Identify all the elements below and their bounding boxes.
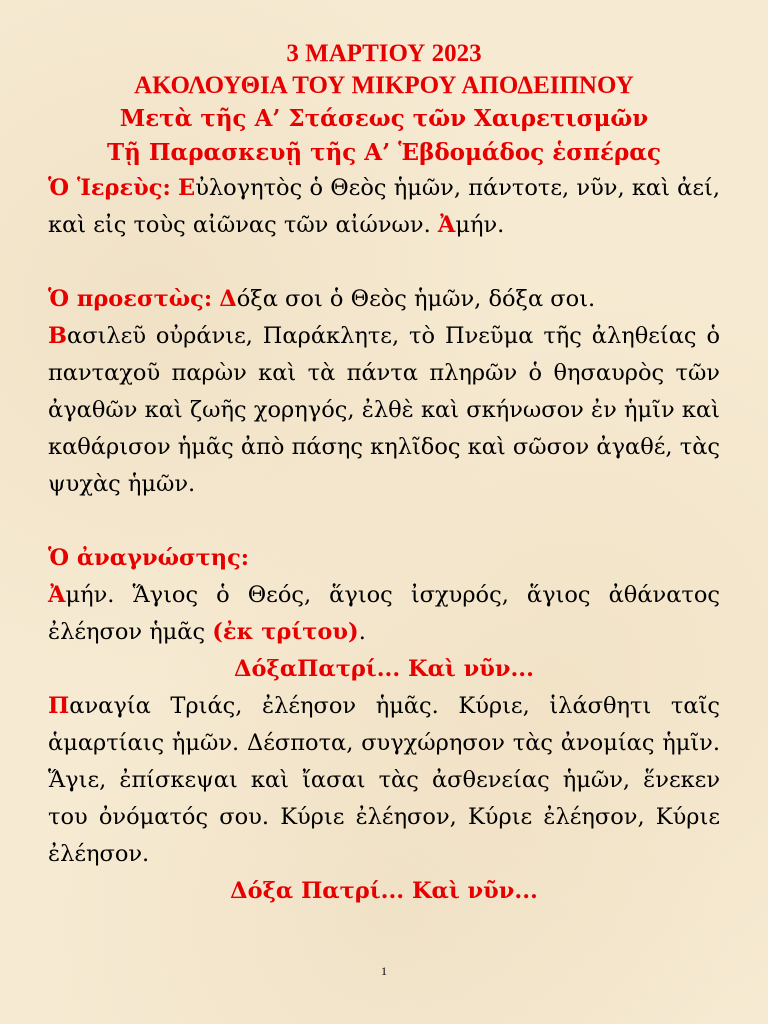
speaker-reader: Ὁ ἀναγνώστης: <box>48 545 250 571</box>
date-heading: 3 ΜΑΡΤΙΟΥ 2023 <box>286 40 482 67</box>
priest-text: ὐλογητὸς ὁ Θεὸς ἡμῶν, πάντοτε, νῦν, καὶ ἀεί, καὶ εἰς τοὺς αἰῶνας τῶν αἰώνων. <box>48 175 720 238</box>
trisagion-prayer <box>48 577 720 651</box>
drop-initial: Δ <box>219 286 237 312</box>
priest-blessing <box>48 170 720 244</box>
holy-trinity-prayer <box>48 688 720 873</box>
abbot-doxology <box>48 281 720 318</box>
abbot-text: όξα σοι ὁ Θεὸς ἡμῶν, δόξα σοι. <box>236 286 596 312</box>
service-title: ΑΚΟΛΟΥΘΙΑ ΤΟΥ ΜΙΚΡΟΥ ΑΠΟΔΕΙΠΝΟΥ <box>134 72 634 99</box>
speaker-abbot: Ὁ προεστὼς: <box>48 286 213 312</box>
drop-initial: Π <box>48 693 70 719</box>
drop-initial: Ε <box>178 175 196 201</box>
rubric-thrice: (ἐκ τρίτου) <box>212 619 359 645</box>
service-subtitle-1: Μετὰ τῆς Α’ Στάσεως τῶν Χαιρετισμῶν <box>119 105 649 132</box>
holy-trinity-text: αναγία Τριάς, ἐλέησον ἡμᾶς. Κύριε, ἱλάσθητι ταῖς ἁμαρτίαις ἡμῶν. Δέσποτα, συγχώρησον τὰς ἀνομίας ἡμῖν. Ἅγιε, ἐπίσκεψαι καὶ ἴασαι τὰς ἀσθενείας ἡμῶν, ἕνεκεν του ὀνόματός σου. Κύριε ἐλέησον, Κύριε ἐλέησον, Κύριε ἐλέησον. <box>48 693 720 867</box>
heavenly-king-text: ασιλεῦ οὐράνιε, Παράκλητε, τὸ Πνεῦμα τῆς ἀληθείας ὁ πανταχοῦ παρὼν καὶ τὰ πάντα πληρῶν ὁ θησαυρὸς τῶν ἀγαθῶν καὶ ζωῆς χορηγός, ἐλθὲ καὶ σκήνωσον ἐν ἡμῖν καὶ καθάρισον ἡμᾶς ἀπὸ πάσης κηλῖδος καὶ σῶσον ἀγαθέ, τὰς ψυχὰς ἡμῶν. <box>48 323 720 497</box>
drop-initial: Ἀ <box>437 212 456 238</box>
spacer <box>48 503 720 540</box>
drop-initial: Β <box>48 323 68 349</box>
spacer <box>48 244 720 281</box>
trisagion-text: μήν. Ἅγιος ὁ Θεός, ἅγιος ἰσχυρός, ἅγιος ἀθάνατος ἐλέησον ἡμᾶς <box>48 582 720 645</box>
trisagion-end: . <box>358 619 366 645</box>
doxology-rubric-2: Δόξα Πατρί... Καὶ νῦν... <box>230 878 538 904</box>
reader-heading <box>48 540 720 577</box>
document-page <box>48 38 720 910</box>
page-number: 1 <box>381 964 387 978</box>
drop-initial: Ἀ <box>48 582 66 608</box>
doxology-rubric-1: ΔόξαΠατρί... Καὶ νῦν... <box>234 656 534 682</box>
amen-text: μήν. <box>455 212 505 238</box>
heavenly-king-prayer <box>48 318 720 503</box>
speaker-priest: Ὁ Ἱερεὺς: <box>48 175 171 201</box>
service-subtitle-2: Τῇ Παρασκευῇ τῆς Α’ Ἑβδομάδος ἑσπέρας <box>106 139 662 166</box>
